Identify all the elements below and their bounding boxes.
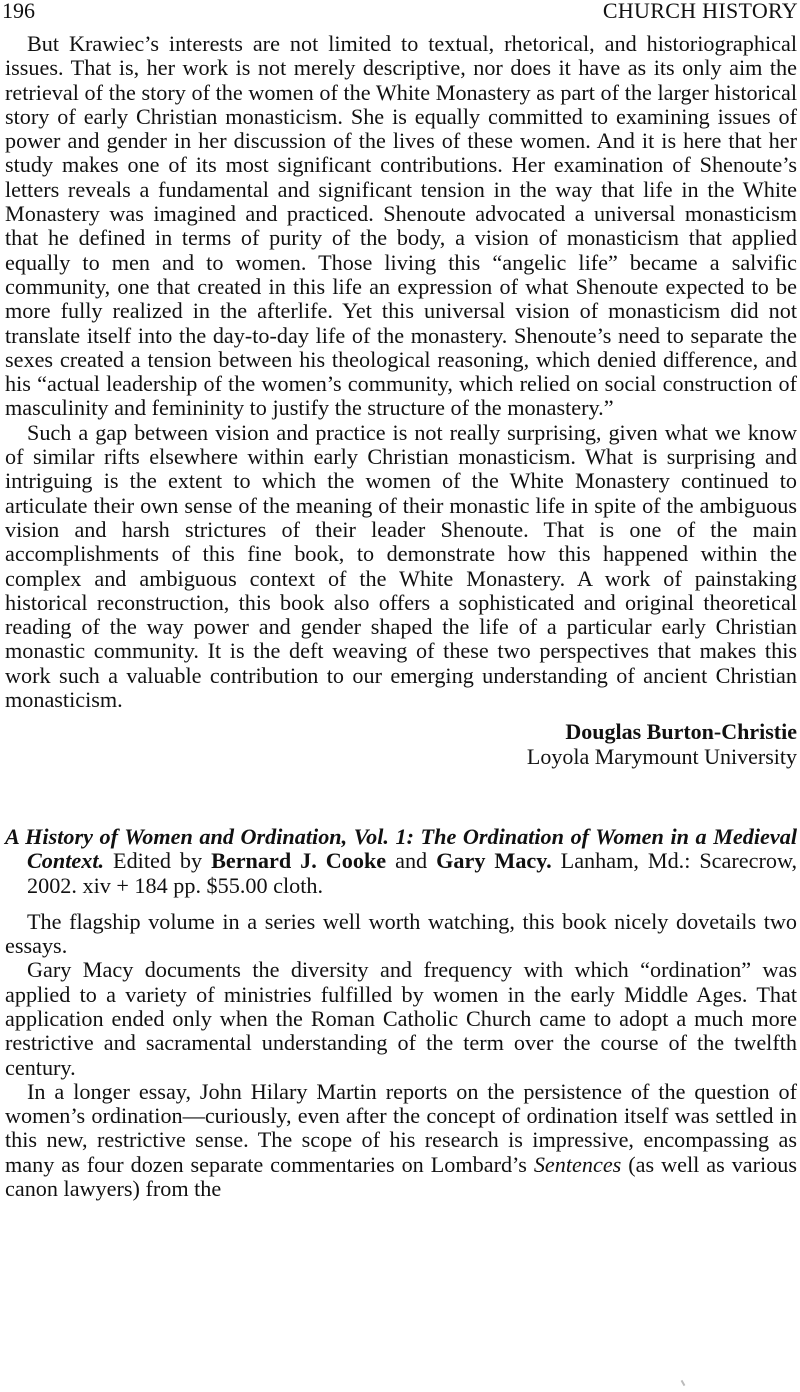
reviewer-name: Douglas Burton-Christie (565, 719, 797, 745)
book-title: A History of Women and Ordination, Vol. 1: The Ordination of Women in a Medieval Context. (5, 823, 797, 874)
and-label: and (395, 848, 428, 874)
page-number: 196 (2, 0, 35, 23)
edited-by-label: Edited by (113, 848, 203, 874)
review2-paragraph-3-end: (as well as various canon lawyers) from the (5, 1151, 798, 1202)
review2-paragraph-1: The flagship volume in a series well worth watching, this book nicely dovetails two essays. (5, 908, 797, 959)
page-header (0, 0, 800, 30)
review2-paragraph-3-start: In a longer essay, John Hilary Martin reports on the persistence of the question of women’s ordination—curiously, even after the concept of ordination itself was settled in this new, restrictive sense. The scope of his research is impressive, encompassing as many as four dozen separate commentaries on Lombard’s (5, 1078, 797, 1177)
review2-paragraph-3 (5, 1080, 797, 1201)
review1-paragraph-1: But Krawiec’s interests are not limited to textual, rhetorical, and historiographical issues. That is, her work is not merely descriptive, nor does it have as its only aim the retrieval of the story of the women of the White Monastery as part of the larger historical story of early Christian monasticism. She is equally committed to examining issues of power and gender in her discussion of the lives of these women. And it is here that her study makes one of its most significant contributions. Her examination of Shenoute’s letters reveals a fundamental and significant tension in the way that life in the White Monastery was imagined and practiced. Shenoute advocated a universal monasticism that he defined in terms of purity of the body, a vision of monasticism that applied equally to men and to women. Those living this “angelic life” became a salvific community, one that created in this life an expression of what Shenoute expected to be more fully realized in the afterlife. Yet this universal vision of monasticism did not translate itself into the day-to-day life of the monastery. Shenoute’s need to separate the sexes created a tension between his theological reasoning, which denied difference, and his “actual leadership of the women’s community, which relied on social construction of masculinity and femininity to justify the structure of the monastery.” (5, 31, 797, 421)
review1-paragraph-2: Such a gap between vision and practice is not really surprising, given what we know of similar rifts elsewhere within early Christian monasticism. What is surprising and intriguing is the extent to which the women of the White Monastery continued to articulate their own sense of the meaning of their monastic life in spite of the ambiguous vision and harsh strictures of their leader Shenoute. That is one of the main accomplishments of this fine book, to demonstrate how this happened within the complex and ambiguous context of the White Monastery. A work of painstaking historical reconstruction, this book also offers a sophisticated and original theoretical reading of the way power and gender shaped the life of a particular early Christian monastic community. It is the deft weaving of these two perspectives that makes this work such a valuable contribution to our emerging understanding of ancient Christian monasticism. (5, 419, 797, 713)
book-citation (5, 825, 797, 898)
sentences-title: Sentences (533, 1151, 622, 1177)
scan-mark (681, 1380, 686, 1386)
review2-paragraph-2: Gary Macy documents the diversity and frequency with which “ordination” was applied to a variety of ministries fulfilled by women in the early Middle Ages. That application ended only when the Roman Catholic Church came to adopt a much more restrictive and sacramental understanding of the term over the course of the twelfth century. (5, 957, 797, 1080)
editor-1: Bernard J. Cooke (211, 848, 387, 874)
publication-info: Lanham, Md.: Scarecrow, 2002. xiv + 184 pp. $55.00 cloth. (27, 848, 798, 898)
editor-2: Gary Macy. (436, 848, 552, 874)
article-body (5, 32, 797, 1201)
running-title: CHURCH HISTORY (602, 0, 798, 23)
reviewer-affiliation: Loyola Marymount University (526, 743, 797, 769)
